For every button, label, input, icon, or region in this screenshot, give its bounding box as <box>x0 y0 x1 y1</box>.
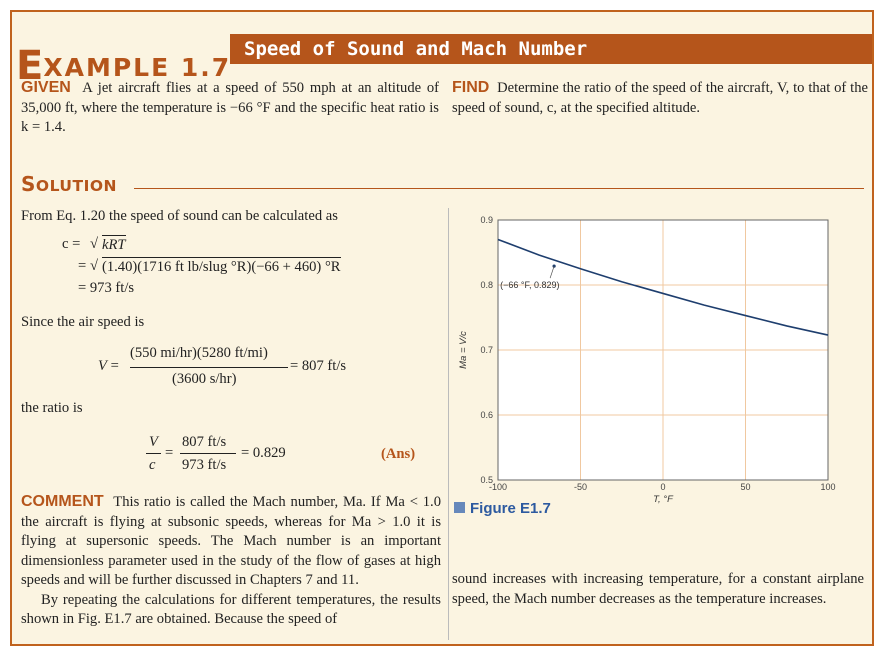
comment-label: COMMENT <box>21 493 104 510</box>
y-tick-label: 0.7 <box>480 345 493 355</box>
y-tick-label: 0.8 <box>480 280 493 290</box>
x-tick-label: 100 <box>820 482 836 492</box>
equation-c-root: kRT <box>102 237 126 253</box>
find-text: Determine the ratio of the speed of the aircraft, V, to that of the speed of sound, c, at the specified altitude. <box>452 80 869 116</box>
solution-rule <box>134 188 864 189</box>
equation-c-result: = 973 ft/s <box>78 280 135 296</box>
fraction-bar-vc <box>146 453 161 454</box>
example-number: EXAMPLE 1.7 <box>16 43 232 89</box>
sqrt-sign: √ <box>90 236 99 252</box>
y-tick-label: 0.9 <box>480 215 493 225</box>
mach-number-chart <box>452 202 862 505</box>
find-section <box>452 78 868 118</box>
find-label: FIND <box>452 79 490 96</box>
comment-paragraph-2: By repeating the calculations for different temperatures, the results shown in Fig. E1.7 are obtained. Because the speed of <box>21 591 441 627</box>
ratio-numerator-value: 807 ft/s <box>182 434 227 450</box>
equation-c-lhs: c = <box>62 236 81 252</box>
solution-heading: SOLUTION <box>21 172 117 196</box>
y-tick-label: 0.6 <box>480 410 493 420</box>
example-page <box>10 10 874 646</box>
figure-caption: Figure E1.7 <box>454 500 551 517</box>
fraction-bar-v <box>130 367 288 368</box>
given-label: GIVEN <box>21 79 71 96</box>
chart-x-axis-label: T, °F <box>653 494 673 505</box>
chart-y-axis-label: Ma = V/c <box>458 331 469 369</box>
chart-grid <box>498 220 828 480</box>
x-tick-label: 0 <box>660 482 666 492</box>
x-tick-label: 50 <box>740 482 751 492</box>
equation-c-step-root: (1.40)(1716 ft lb/slug °R)(−66 + 460) °R <box>102 259 341 275</box>
comment-paragraph-1 <box>21 492 441 591</box>
equation-v-result: = 807 ft/s <box>290 358 347 374</box>
given-section <box>21 78 439 138</box>
comment-continuation: sound increases with increasing temperature, for a constant airplane speed, the Mach number decreases as the temperature increases. <box>452 571 864 607</box>
ratio-intro: the ratio is <box>21 400 83 416</box>
caption-square-icon <box>454 502 465 513</box>
x-tick-label: -50 <box>573 482 588 492</box>
annotation-label: (−66 °F, 0.829) <box>500 280 560 291</box>
comment-section <box>21 492 441 630</box>
x-tick-label: -100 <box>488 482 508 492</box>
comment-text: This ratio is called the Mach number, Ma. If Ma < 1.0 the aircraft is flying at subsonic speeds, whereas for Ma > 1.0 it is flying at supersonic speeds. The Mach number is an important dimensionless parameter used in the study of the flow of gases at high speeds and will be further discussed in Chapters 7 and 11. <box>21 494 442 588</box>
example-title: Speed of Sound and Mach Number <box>244 38 588 60</box>
sqrt-sign-2: √ <box>90 258 99 274</box>
fraction-bar-ratio <box>180 453 236 454</box>
equation-c-step-eq: = <box>78 258 87 274</box>
given-text: A jet aircraft flies at a speed of 550 mph at an altitude of 35,000 ft, where the temperature is −66 °F and the specific heat ratio is k = 1.4. <box>21 80 439 135</box>
speed-of-sound-intro: From Eq. 1.20 the speed of sound can be calculated as <box>21 208 338 224</box>
answer-label: (Ans) <box>381 446 416 462</box>
y-tick-label: 0.5 <box>480 475 493 485</box>
equation-v-lhs: V = <box>98 358 119 374</box>
airspeed-intro: Since the air speed is <box>21 314 145 330</box>
equation-v-numerator: (550 mi/hr)(5280 ft/mi) <box>130 345 268 361</box>
ratio-v: V <box>149 434 158 450</box>
ratio-result: = 0.829 <box>241 445 286 461</box>
ratio-denominator-value: 973 ft/s <box>182 457 227 473</box>
ratio-equals: = <box>165 445 174 461</box>
column-divider <box>448 208 449 640</box>
equation-v-denominator: (3600 s/hr) <box>172 371 237 387</box>
ratio-c: c <box>149 457 156 473</box>
